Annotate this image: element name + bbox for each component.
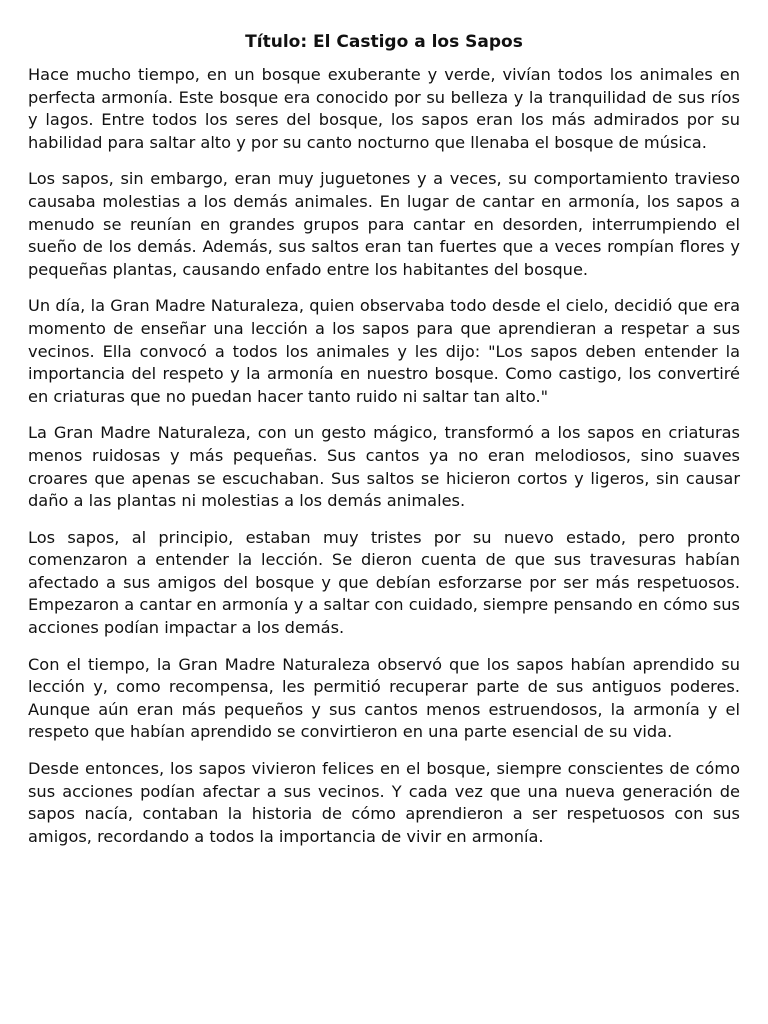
paragraph-2: Los sapos, sin embargo, eran muy juguetones y a veces, su comportamiento travieso causaba molestias a los demás animales. En lugar de cantar en armonía, los sapos a menudo se reunían en grandes grupos para cantar en desorden, interrumpiendo el sueño de los demás. Además, sus saltos eran tan fuertes que a veces rompían flores y pequeñas plantas, causando enfado entre los habitantes del bosque. [28,169,740,279]
document-title: Título: El Castigo a los Sapos [245,32,523,52]
paragraph-1: Hace mucho tiempo, en un bosque exuberante y verde, vivían todos los animales en perfecta armonía. Este bosque era conocido por su belleza y la tranquilidad de sus ríos y lagos. Entre todos los seres del bosque, los sapos eran los más admirados por su habilidad para saltar alto y por su canto nocturno que llenaba el bosque de música. [28,65,740,152]
paragraph-5: Los sapos, al principio, estaban muy tristes por su nuevo estado, pero pronto comenzaron a entender la lección. Se dieron cuenta de que sus travesuras habían afectado a sus amigos del bosque y que debían esforzarse por ser más respetuosos. Empezaron a cantar en armonía y a saltar con cuidado, siempre pensando en cómo sus acciones podían impactar a los demás. [28,527,740,638]
paragraph-4: La Gran Madre Naturaleza, con un gesto mágico, transformó a los sapos en criaturas menos ruidosas y más pequeñas. Sus cantos ya no eran melodiosos, sino suaves croares que apenas se escuchaban. Sus saltos se hicieron cortos y ligeros, sin causar daño a las plantas ni molestias a los demás animales. [28,423,740,511]
paragraph-6: Con el tiempo, la Gran Madre Naturaleza observó que los sapos habían aprendido su lección y, como recompensa, les permitió recuperar parte de sus antiguos poderes. Aunque aún eran más pequeños y sus cantos menos estruendosos, la armonía y el respeto que habían aprendido se convirtieron en una parte esencial de su vida. [28,654,740,742]
paragraph-3: Un día, la Gran Madre Naturaleza, quien observaba todo desde el cielo, decidió que era momento de enseñar una lección a los sapos para que aprendieran a respetar a sus vecinos. Ella convocó a todos los animales y les dijo: "Los sapos deben entender la importancia del respeto y la armonía en nuestro bosque. Como castigo, los convertiré en criaturas que no puedan hacer tanto ruido ni saltar tan alto." [28,296,740,406]
paragraph-7: Desde entonces, los sapos vivieron felices en el bosque, siempre conscientes de cómo sus acciones podían afectar a sus vecinos. Y cada vez que una nueva generación de sapos nacía, contaban la historia de cómo aprendieron a ser respetuosos con sus amigos, recordando a todos la importancia de vivir en armonía. [28,759,740,846]
